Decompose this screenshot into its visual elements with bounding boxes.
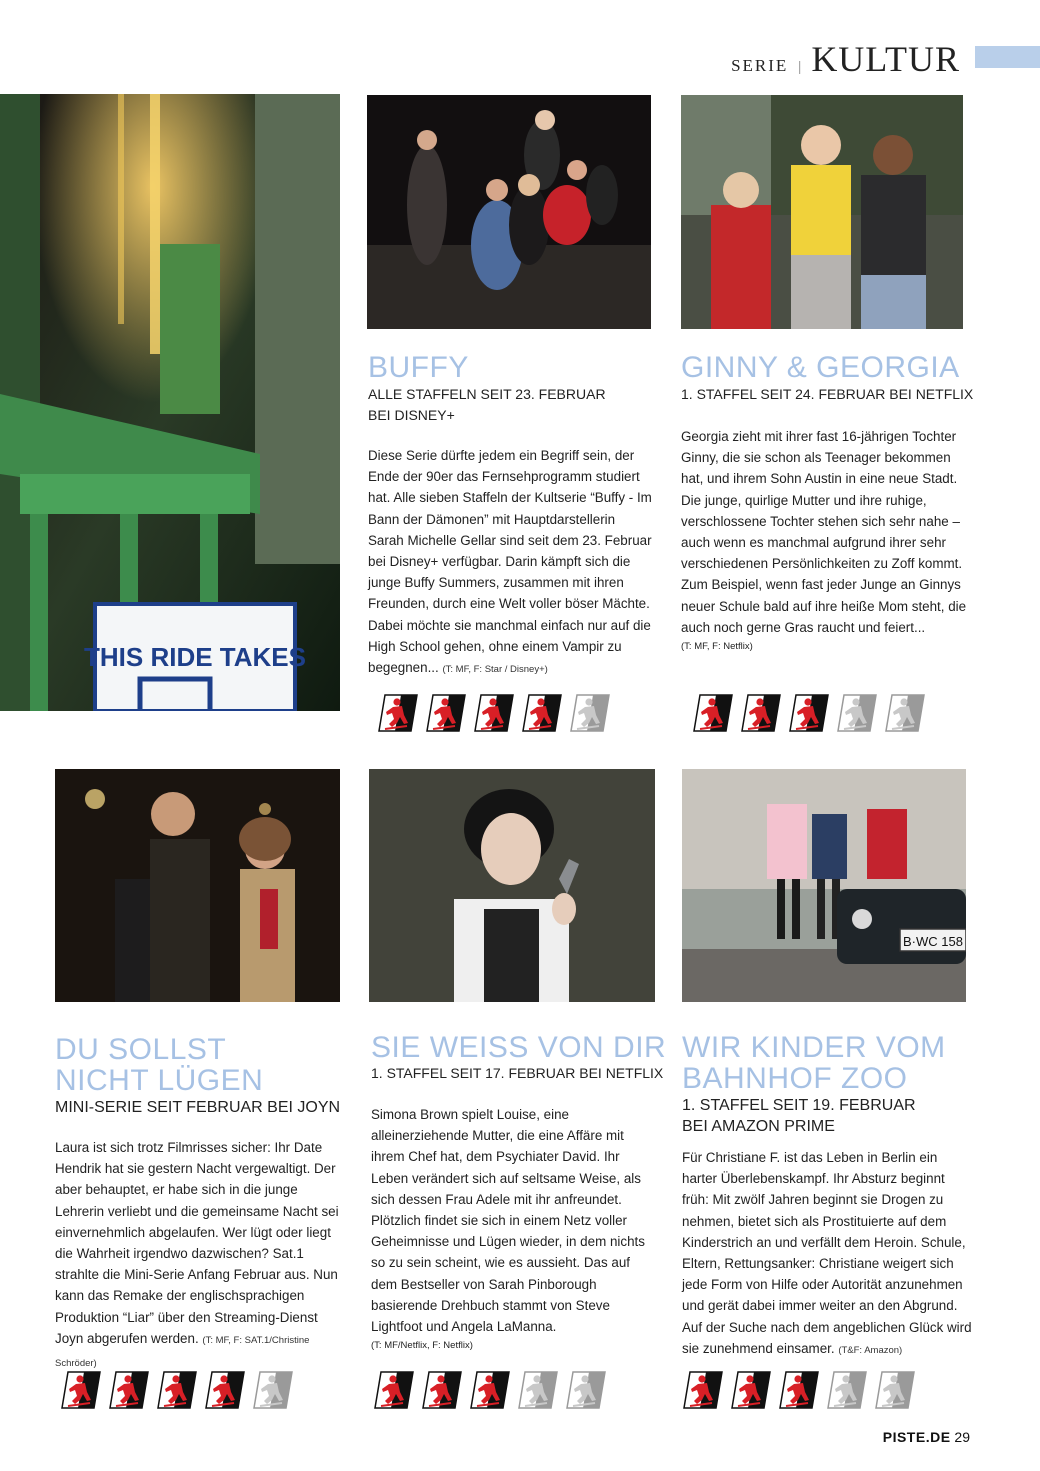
skier-rating-icon-filled <box>421 1370 463 1410</box>
review-title: GINNY & GEORGIA <box>681 351 960 384</box>
header-separator: | <box>798 59 802 75</box>
buffy-photo <box>367 95 651 329</box>
review-subtitle <box>368 384 606 426</box>
footer-brand: PISTE.DE <box>882 1429 951 1445</box>
skier-rating-icon-filled <box>60 1370 102 1410</box>
skier-rating-icon-filled <box>469 1370 511 1410</box>
skier-rating-icon-filled <box>692 693 734 733</box>
review-body <box>55 1137 341 1374</box>
ride-sign-text: THIS RIDE TAKES <box>84 642 306 672</box>
photo-credit: (T: MF, F: SAT.1/Christine Schröder) <box>55 1334 310 1370</box>
license-plate-text: B·WC 158 <box>903 934 963 949</box>
skier-rating-icon-empty <box>569 693 611 733</box>
review-body <box>371 1104 656 1355</box>
review-title: BUFFY <box>368 351 469 384</box>
photo-credit: (T: MF/Netflix, F: Netflix) <box>371 1340 473 1352</box>
review-body <box>368 445 653 680</box>
skier-rating-icon-filled <box>156 1370 198 1410</box>
skier-rating-icon-empty <box>836 693 878 733</box>
skier-rating-icon-filled <box>730 1370 772 1410</box>
page-footer <box>883 1429 970 1445</box>
rating-skiers <box>60 1370 294 1410</box>
review-body-text: Laura ist sich trotz Filmrisses sicher: Ihr Date Hendrik hat sie gestern Nacht vergewaltigt. Der aber behauptet, er habe sich in die junge Lehrerin verliebt und die gemeinsame Nacht sei einvernehmlich abgelaufen. Wer lügt oder liegt die Wahrheit irgendwo dazwischen? Sat.1 strahlte die Mini-Serie Anfang Februar aus. Nun kann das Remake der englischsprachigen Produktion “Liar” über den Streaming-Dienst Joyn abgerufen werden. <box>55 1140 339 1346</box>
skier-rating-icon-empty <box>517 1370 559 1410</box>
skier-rating-icon-filled <box>473 693 515 733</box>
skier-rating-icon-filled <box>788 693 830 733</box>
review-subtitle <box>681 384 973 405</box>
rating-skiers <box>682 1370 916 1410</box>
skier-rating-icon-empty <box>874 1370 916 1410</box>
rating-skiers <box>377 693 611 733</box>
review-subtitle <box>55 1097 340 1118</box>
header-section-label: SERIE <box>731 56 789 75</box>
skier-rating-icon-filled <box>425 693 467 733</box>
photo-credit: (T: MF, F: Netflix) <box>681 641 753 653</box>
title-line: BAHNHOF ZOO <box>682 1062 908 1095</box>
subtitle-line: MINI-SERIE SEIT FEBRUAR BEI JOYN <box>55 1099 341 1116</box>
wir-kinder-vom-bahnhof-zoo-photo <box>682 769 966 1002</box>
title-line: WIR KINDER VOM <box>682 1031 946 1064</box>
amusement-ride-photo <box>0 94 340 711</box>
subtitle-line: 1. STAFFEL SEIT 24. FEBRUAR BEI NETFLIX <box>681 386 974 402</box>
page-number: 29 <box>954 1429 970 1445</box>
rating-skiers <box>692 693 926 733</box>
skier-rating-icon-filled <box>373 1370 415 1410</box>
header-accent-bar <box>975 46 1040 68</box>
skier-rating-icon-filled <box>778 1370 820 1410</box>
skier-rating-icon-filled <box>682 1370 724 1410</box>
skier-rating-icon-filled <box>204 1370 246 1410</box>
subtitle-line: BEI DISNEY+ <box>368 407 455 423</box>
rating-skiers <box>373 1370 607 1410</box>
skier-rating-icon-empty <box>565 1370 607 1410</box>
subtitle-line: BEI AMAZON PRIME <box>682 1118 835 1135</box>
ginny-georgia-photo <box>681 95 963 329</box>
du-sollst-nicht-luegen-photo <box>55 769 340 1002</box>
photo-credit: (T: MF, F: Star / Disney+) <box>442 664 548 676</box>
skier-rating-icon-filled <box>377 693 419 733</box>
review-subtitle <box>682 1095 916 1137</box>
skier-rating-icon-empty <box>252 1370 294 1410</box>
skier-rating-icon-filled <box>740 693 782 733</box>
review-body <box>682 1147 972 1361</box>
sie-weiss-von-dir-photo <box>369 769 655 1002</box>
title-line: NICHT LÜGEN <box>55 1064 264 1097</box>
subtitle-line: 1. STAFFEL SEIT 17. FEBRUAR BEI NETFLIX <box>371 1065 664 1081</box>
photo-credit: (T&F: Amazon) <box>838 1344 903 1356</box>
review-body-text: Simona Brown spielt Louise, eine alleinerziehende Mutter, die eine Affäre mit ihrem Chef hat, dem Psychiater David. Ihr Leben verändert sich auf seltsame Weise, als sich dessen Frau Adele mit ihr anfreundet. Plötzlich findet sie sich in einem Netz voller Geheimnisse und Lügen wieder, in dem nichts so zu sein scheint, wie es aussieht. Das auf dem Bestseller von Sarah Pinborough basierende Drehbuch stammt von Steve Lightfoot und Angela LaManna. <box>371 1107 645 1335</box>
review-body-text: Diese Serie dürfte jedem ein Begriff sein, der Ende der 90er das Fernsehprogramm studiert hat. Alle sieben Staffeln der Kultserie “Buffy - Im Bann der Dämonen” mit Hauptdarstellerin Sarah Michelle Gellar sind seit dem 23. Februar bei Disney+ verfügbar. Darin kämpft sich die junge Buffy Summers, zusammen mit ihren Freunden, durch eine Welt voller böser Mächte. Dabei möchte sie manchmal einfach nur auf die High School gehen, ohne einem Vampir zu begegnen... <box>368 448 652 676</box>
skier-rating-icon-empty <box>826 1370 868 1410</box>
review-body-text: Georgia zieht mit ihrer fast 16-jährigen Tochter Ginny, die sie schon als Teenager bekommen hat, und ihrem Sohn Austin in eine neue Stadt. Die junge, quirlige Mutter und ihre ruhige, verschlossene Tochter stehen sich sehr nahe – auch wenn es manchmal aufgrund ihrer sehr verschiedenen Persönlichkeiten zu Zoff kommt. Zum Beispiel, wenn fast jeder Junge an Ginnys neuer Schule bald auf ihre heiße Mom steht, die auch noch gerne Gras raucht und feiert... <box>681 429 967 635</box>
subtitle-line: 1. STAFFEL SEIT 19. FEBRUAR <box>682 1097 916 1114</box>
skier-rating-icon-filled <box>108 1370 150 1410</box>
review-title <box>682 1032 946 1094</box>
review-title <box>55 1034 263 1096</box>
subtitle-line: ALLE STAFFELN SEIT 23. FEBRUAR <box>368 386 606 402</box>
review-subtitle <box>371 1063 663 1084</box>
review-body-text: Für Christiane F. ist das Leben in Berlin ein harter Überlebenskampf. Ihr Absturz beginnt früh: Mit zwölf Jahren beginnt sie Drogen zu nehmen, bietet sich als Prostituierte auf dem Kinderstrich an und verfällt dem Heroin. Schule, Eltern, Rettungsanker: Christiane weigert sich jede Form von Hilfe oder Autorität anzunehmen und gerät dabei immer weiter an den Abgrund. Auf der Suche nach dem angeblichen Glück wird sie zunehmend einsamer. <box>682 1150 972 1356</box>
review-body <box>681 426 971 656</box>
header-category: KULTUR <box>811 39 960 79</box>
title-line: DU SOLLST <box>55 1033 227 1066</box>
section-header <box>731 38 960 80</box>
skier-rating-icon-filled <box>521 693 563 733</box>
review-title: SIE WEISS VON DIR <box>371 1031 667 1064</box>
skier-rating-icon-empty <box>884 693 926 733</box>
